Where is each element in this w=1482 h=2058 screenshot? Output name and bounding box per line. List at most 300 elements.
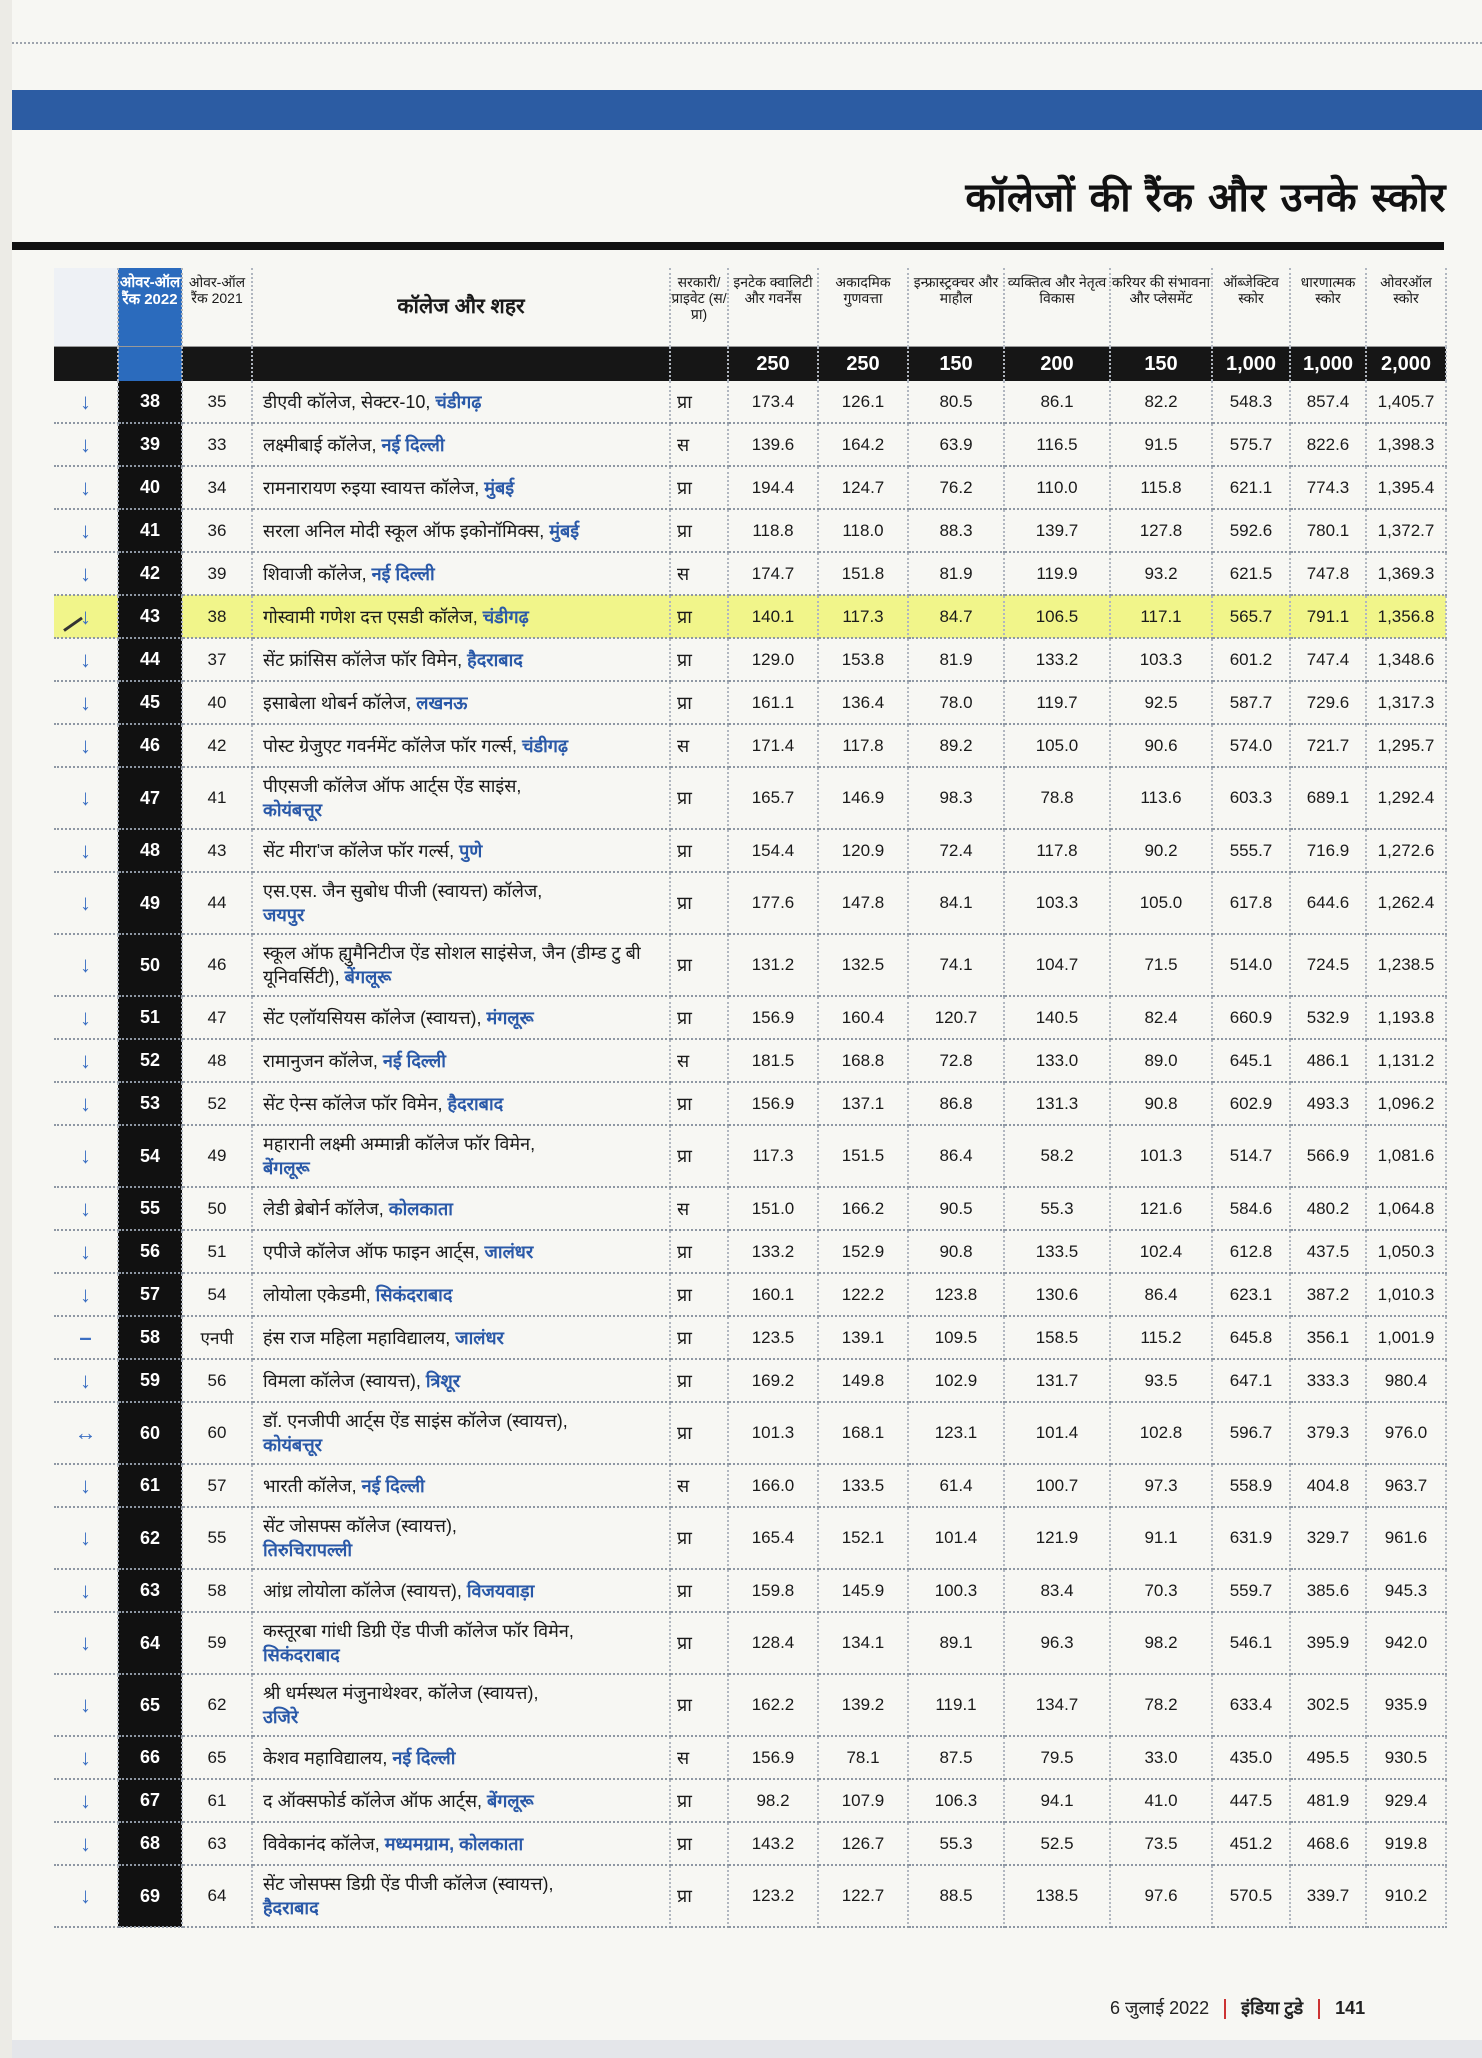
score-cell: 165.4 [728,1507,818,1569]
rank-2022: 40 [118,466,182,509]
ownership-type: प्रा [670,466,728,509]
ownership-type: प्रा [670,1359,728,1402]
score-cell: 929.4 [1366,1779,1446,1822]
rank-2022: 39 [118,423,182,466]
score-cell: 558.9 [1212,1464,1290,1507]
score-cell: 395.9 [1290,1612,1366,1674]
score-cell: 70.3 [1110,1569,1212,1612]
score-cell: 333.3 [1290,1359,1366,1402]
score-cell: 91.1 [1110,1507,1212,1569]
score-cell: 721.7 [1290,724,1366,767]
score-cell: 98.2 [1110,1612,1212,1674]
score-cell: 587.7 [1212,681,1290,724]
score-cell: 103.3 [1110,638,1212,681]
score-cell: 379.3 [1290,1402,1366,1464]
college-city: उजिरे [263,1707,299,1727]
score-cell: 160.4 [818,996,908,1039]
score-cell: 1,193.8 [1366,996,1446,1039]
score-cell: 481.9 [1290,1779,1366,1822]
score-cell: 645.8 [1212,1316,1290,1359]
rank-2022: 43 [118,595,182,638]
score-cell: 1,295.7 [1366,724,1446,767]
rank-2022: 59 [118,1359,182,1402]
college-label: लक्ष्मीबाई कॉलेज, [263,434,382,455]
score-cell: 71.5 [1110,934,1212,996]
max-score: 1,000 [1212,347,1290,382]
score-cell: 132.5 [818,934,908,996]
trend-arrow-icon: ↓ [54,1612,118,1674]
table-row [54,638,1446,681]
trend-arrow-icon: ↔ [54,1402,118,1464]
score-cell: 126.7 [818,1822,908,1865]
score-cell: 1,272.6 [1366,829,1446,872]
rank-2021: 65 [182,1736,252,1779]
college-label: सेंट मीरा'ज कॉलेज फॉर गर्ल्स, [263,840,460,861]
rank-2022: 57 [118,1273,182,1316]
trend-arrow-icon: ↓ [54,1779,118,1822]
score-cell: 1,238.5 [1366,934,1446,996]
score-cell: 119.1 [908,1674,1004,1736]
trend-arrow-icon: ↓ [54,1359,118,1402]
score-cell: 133.0 [1004,1039,1110,1082]
rank-2022: 55 [118,1187,182,1230]
score-cell: 126.1 [818,381,908,423]
rank-2021: 50 [182,1187,252,1230]
college-label: पोस्ट ग्रेजुएट गवर्नमेंट कॉलेज फॉर गर्ल्स, [263,735,523,756]
college-name [252,724,670,767]
table-row [54,1082,1446,1125]
rank-2021: 43 [182,829,252,872]
score-cell: 151.8 [818,552,908,595]
score-cell: 98.2 [728,1779,818,1822]
score-cell: 134.1 [818,1612,908,1674]
score-cell: 194.4 [728,466,818,509]
score-cell: 168.1 [818,1402,908,1464]
rank-2021: 33 [182,423,252,466]
score-cell: 621.1 [1212,466,1290,509]
college-name [252,509,670,552]
college-label: डीएवी कॉलेज, सेक्टर-10, [263,391,436,412]
table-row [54,595,1446,638]
ownership-type: प्रा [670,1402,728,1464]
rank-2022: 48 [118,829,182,872]
score-cell: 339.7 [1290,1865,1366,1927]
college-name [252,423,670,466]
score-cell: 139.2 [818,1674,908,1736]
rank-2021: 52 [182,1082,252,1125]
rank-2022: 47 [118,767,182,829]
score-cell: 145.9 [818,1569,908,1612]
college-city: तिरुचिरापल्ली [263,1540,353,1560]
college-label: लोयोला एकेडमी, [263,1284,376,1305]
rank-2022: 56 [118,1230,182,1273]
score-cell: 78.0 [908,681,1004,724]
ownership-type: प्रा [670,595,728,638]
bottom-edge [12,2040,1482,2058]
score-cell: 621.5 [1212,552,1290,595]
table-row [54,1230,1446,1273]
score-cell: 153.8 [818,638,908,681]
trend-arrow-icon: ↓ [54,1230,118,1273]
score-cell: 1,405.7 [1366,381,1446,423]
ownership-type: प्रा [670,767,728,829]
ownership-type: प्रा [670,1779,728,1822]
score-cell: 88.5 [908,1865,1004,1927]
rank-2021: 62 [182,1674,252,1736]
score-cell: 575.7 [1212,423,1290,466]
ownership-type: स [670,423,728,466]
score-cell: 123.8 [908,1273,1004,1316]
ownership-type: स [670,552,728,595]
score-cell: 82.4 [1110,996,1212,1039]
score-cell: 81.9 [908,552,1004,595]
title-divider [12,242,1444,250]
score-cell: 97.6 [1110,1865,1212,1927]
score-cell: 356.1 [1290,1316,1366,1359]
top-dotted-rule [12,42,1482,44]
score-cell: 123.5 [728,1316,818,1359]
score-cell: 166.0 [728,1464,818,1507]
score-cell: 1,317.3 [1366,681,1446,724]
score-cell: 115.8 [1110,466,1212,509]
rank-2022: 38 [118,381,182,423]
trend-arrow-icon: ↓ [54,1187,118,1230]
college-name [252,1736,670,1779]
score-cell: 1,081.6 [1366,1125,1446,1187]
table-row [54,934,1446,996]
max-score: 250 [728,347,818,382]
score-cell: 102.8 [1110,1402,1212,1464]
college-city: नई दिल्ली [382,1050,446,1071]
rank-2021: 47 [182,996,252,1039]
score-cell: 791.1 [1290,595,1366,638]
rank-2022: 51 [118,996,182,1039]
college-name [252,767,670,829]
college-name [252,681,670,724]
magazine-page [12,0,1482,2058]
college-label: केशव महाविद्यालय, [263,1747,393,1768]
score-cell: 90.2 [1110,829,1212,872]
score-cell: 468.6 [1290,1822,1366,1865]
score-cell: 109.5 [908,1316,1004,1359]
table-row [54,1273,1446,1316]
magazine-name: इंडिया टुडे [1241,1998,1304,2018]
score-cell: 158.5 [1004,1316,1110,1359]
rank-2022: 50 [118,934,182,996]
score-cell: 80.5 [908,381,1004,423]
score-cell: 165.7 [728,767,818,829]
college-label: सरला अनिल मोदी स्कूल ऑफ इकोनॉमिक्स, [263,520,550,541]
score-cell: 857.4 [1290,381,1366,423]
score-cell: 84.7 [908,595,1004,638]
score-cell: 980.4 [1366,1359,1446,1402]
rank-2021: 39 [182,552,252,595]
max-score: 150 [908,347,1004,382]
trend-arrow-icon: ↓ [54,1569,118,1612]
col-rank-2021: ओवर-ऑल रैंक 2021 [182,268,252,347]
rank-2021: 56 [182,1359,252,1402]
college-label: हंस राज महिला महाविद्यालय, [263,1327,456,1348]
table-row [54,1822,1446,1865]
college-label: द ऑक्सफोर्ड कॉलेज ऑफ आर्ट्स, [263,1790,487,1811]
trend-arrow-icon: ↓ [54,423,118,466]
rank-2021: 34 [182,466,252,509]
rank-2022: 49 [118,872,182,934]
trend-arrow-icon: ↓ [54,595,118,638]
college-label: विमला कॉलेज (स्वायत्त), [263,1370,426,1391]
score-cell: 52.5 [1004,1822,1110,1865]
score-cell: 131.7 [1004,1359,1110,1402]
college-city: मध्यमग्राम, कोलकाता [384,1833,524,1854]
ownership-type: स [670,1187,728,1230]
rank-2021: 64 [182,1865,252,1927]
score-cell: 647.1 [1212,1359,1290,1402]
col-intake: इनटेक क्वालिटी और गवर्नेंस [728,268,818,347]
max-score-row [54,347,1446,382]
score-cell: 729.6 [1290,681,1366,724]
ownership-type: प्रा [670,996,728,1039]
score-cell: 86.4 [908,1125,1004,1187]
score-cell: 747.4 [1290,638,1366,681]
score-cell: 78.8 [1004,767,1110,829]
ownership-type: प्रा [670,1612,728,1674]
score-cell: 86.8 [908,1082,1004,1125]
score-cell: 91.5 [1110,423,1212,466]
ownership-type: प्रा [670,1569,728,1612]
score-cell: 976.0 [1366,1402,1446,1464]
rank-2021: 37 [182,638,252,681]
score-cell: 169.2 [728,1359,818,1402]
score-cell: 774.3 [1290,466,1366,509]
college-label: श्री धर्मस्थल मंजुनाथेश्वर, कॉलेज (स्वायत्त), [263,1683,539,1703]
score-cell: 716.9 [1290,829,1366,872]
score-cell: 138.5 [1004,1865,1110,1927]
footer-separator [1224,1999,1226,2019]
score-cell: 139.1 [818,1316,908,1359]
score-cell: 117.8 [818,724,908,767]
rank-2022: 61 [118,1464,182,1507]
score-cell: 97.3 [1110,1464,1212,1507]
college-city: बेंगलूरू [344,967,392,987]
score-cell: 156.9 [728,996,818,1039]
score-cell: 101.4 [1004,1402,1110,1464]
score-cell: 566.9 [1290,1125,1366,1187]
college-city: हैदराबाद [467,649,523,670]
ownership-type: स [670,724,728,767]
score-cell: 105.0 [1110,872,1212,934]
score-cell: 747.8 [1290,552,1366,595]
score-cell: 133.5 [1004,1230,1110,1273]
col-perceptual: धारणात्मक स्कोर [1290,268,1366,347]
table-row [54,1402,1446,1464]
score-cell: 780.1 [1290,509,1366,552]
score-cell: 596.7 [1212,1402,1290,1464]
score-cell: 128.4 [728,1612,818,1674]
score-cell: 570.5 [1212,1865,1290,1927]
trend-arrow-icon: ↓ [54,638,118,681]
college-name [252,1187,670,1230]
score-cell: 1,292.4 [1366,767,1446,829]
score-cell: 1,398.3 [1366,423,1446,466]
score-cell: 96.3 [1004,1612,1110,1674]
rank-2022: 68 [118,1822,182,1865]
score-cell: 822.6 [1290,423,1366,466]
score-cell: 103.3 [1004,872,1110,934]
rank-2022: 44 [118,638,182,681]
college-name [252,1082,670,1125]
score-cell: 139.7 [1004,509,1110,552]
college-name [252,1125,670,1187]
score-cell: 161.1 [728,681,818,724]
ownership-type: प्रा [670,1082,728,1125]
rank-2022: 66 [118,1736,182,1779]
score-cell: 94.1 [1004,1779,1110,1822]
college-city: सिकंदराबाद [375,1284,453,1305]
table-body [54,381,1446,1927]
college-label: शिवाजी कॉलेज, [263,563,372,584]
score-cell: 101.3 [728,1402,818,1464]
score-cell: 617.8 [1212,872,1290,934]
score-cell: 76.2 [908,466,1004,509]
ownership-type: प्रा [670,509,728,552]
score-cell: 105.0 [1004,724,1110,767]
college-name [252,1359,670,1402]
college-city: कोयंबत्तूर [263,800,323,820]
score-cell: 555.7 [1212,829,1290,872]
rank-2021: 48 [182,1039,252,1082]
rank-2022: 67 [118,1779,182,1822]
page-title: कॉलेजों की रैंक और उनके स्कोर [965,175,1446,221]
score-cell: 89.1 [908,1612,1004,1674]
score-cell: 113.6 [1110,767,1212,829]
college-city: हैदराबाद [447,1093,504,1114]
college-city: नई दिल्ली [371,563,435,584]
score-cell: 121.6 [1110,1187,1212,1230]
table-row [54,1187,1446,1230]
college-name [252,1273,670,1316]
score-cell: 724.5 [1290,934,1366,996]
score-cell: 139.6 [728,423,818,466]
score-cell: 1,050.3 [1366,1230,1446,1273]
score-cell: 174.7 [728,552,818,595]
score-cell: 117.1 [1110,595,1212,638]
trend-arrow-icon: ↓ [54,767,118,829]
score-cell: 154.4 [728,829,818,872]
score-cell: 935.9 [1366,1674,1446,1736]
college-label: सेंट ऐन्स कॉलेज फॉर विमेन, [263,1093,448,1114]
score-cell: 480.2 [1290,1187,1366,1230]
ownership-type: प्रा [670,381,728,423]
issue-date: 6 जुलाई 2022 [1110,1998,1210,2018]
score-cell: 123.2 [728,1865,818,1927]
score-cell: 152.1 [818,1507,908,1569]
rank-2021: 41 [182,767,252,829]
score-cell: 1,010.3 [1366,1273,1446,1316]
college-label: कस्तूरबा गांधी डिग्री ऐंड पीजी कॉलेज फॉर विमेन, [263,1621,574,1641]
college-city: त्रिशूर [425,1370,461,1391]
score-cell: 104.7 [1004,934,1110,996]
score-cell: 437.5 [1290,1230,1366,1273]
score-cell: 41.0 [1110,1779,1212,1822]
score-cell: 119.9 [1004,552,1110,595]
score-cell: 86.1 [1004,381,1110,423]
score-cell: 129.0 [728,638,818,681]
rank-2021: 42 [182,724,252,767]
table-row [54,1612,1446,1674]
college-city: पुणे [459,840,483,861]
score-cell: 302.5 [1290,1674,1366,1736]
college-label: विवेकानंद कॉलेज, [263,1833,385,1854]
score-cell: 55.3 [1004,1187,1110,1230]
score-cell: 140.5 [1004,996,1110,1039]
score-cell: 149.8 [818,1359,908,1402]
score-cell: 102.9 [908,1359,1004,1402]
trend-arrow-icon: ↓ [54,1507,118,1569]
score-cell: 133.2 [728,1230,818,1273]
footer-separator [1318,1999,1320,2019]
score-cell: 106.5 [1004,595,1110,638]
rank-2021: 38 [182,595,252,638]
college-city: जालंधर [455,1327,504,1348]
score-cell: 961.6 [1366,1507,1446,1569]
score-cell: 117.8 [1004,829,1110,872]
col-academic: अकादमिक गुणवत्ता [818,268,908,347]
score-cell: 1,131.2 [1366,1039,1446,1082]
table-row [54,829,1446,872]
table-row [54,724,1446,767]
table-row [54,509,1446,552]
table-row [54,381,1446,423]
score-cell: 645.1 [1212,1039,1290,1082]
college-city: नई दिल्ली [381,434,445,455]
score-cell: 120.7 [908,996,1004,1039]
college-label: सेंट जोसफ्स कॉलेज (स्वायत्त), [263,1516,457,1536]
college-city: नई दिल्ली [361,1475,425,1496]
rank-2021: 59 [182,1612,252,1674]
score-cell: 117.3 [728,1125,818,1187]
college-city: लखनऊ [416,692,468,713]
score-cell: 1,001.9 [1366,1316,1446,1359]
score-cell: 173.4 [728,381,818,423]
col-college: कॉलेज और शहर [252,268,670,347]
score-cell: 83.4 [1004,1569,1110,1612]
college-city: बेंगलूरू [263,1158,310,1178]
score-cell: 101.4 [908,1507,1004,1569]
rank-2021: 35 [182,381,252,423]
table-row [54,1316,1446,1359]
score-cell: 660.9 [1212,996,1290,1039]
college-label: गोस्वामी गणेश दत्त एसडी कॉलेज, [263,606,483,627]
college-name [252,1230,670,1273]
table-row [54,1464,1446,1507]
score-cell: 910.2 [1366,1865,1446,1927]
table-row [54,1039,1446,1082]
max-score: 1,000 [1290,347,1366,382]
score-cell: 140.1 [728,595,818,638]
trend-arrow-icon: ↓ [54,552,118,595]
score-cell: 87.5 [908,1736,1004,1779]
college-label: सेंट फ्रांसिस कॉलेज फॉर विमेन, [263,649,468,670]
score-cell: 123.1 [908,1402,1004,1464]
score-cell: 118.8 [728,509,818,552]
score-cell: 1,369.3 [1366,552,1446,595]
college-name [252,381,670,423]
college-name [252,1402,670,1464]
rankings-table [54,268,1447,1928]
score-cell: 486.1 [1290,1039,1366,1082]
score-cell: 124.7 [818,466,908,509]
rank-2022: 69 [118,1865,182,1927]
